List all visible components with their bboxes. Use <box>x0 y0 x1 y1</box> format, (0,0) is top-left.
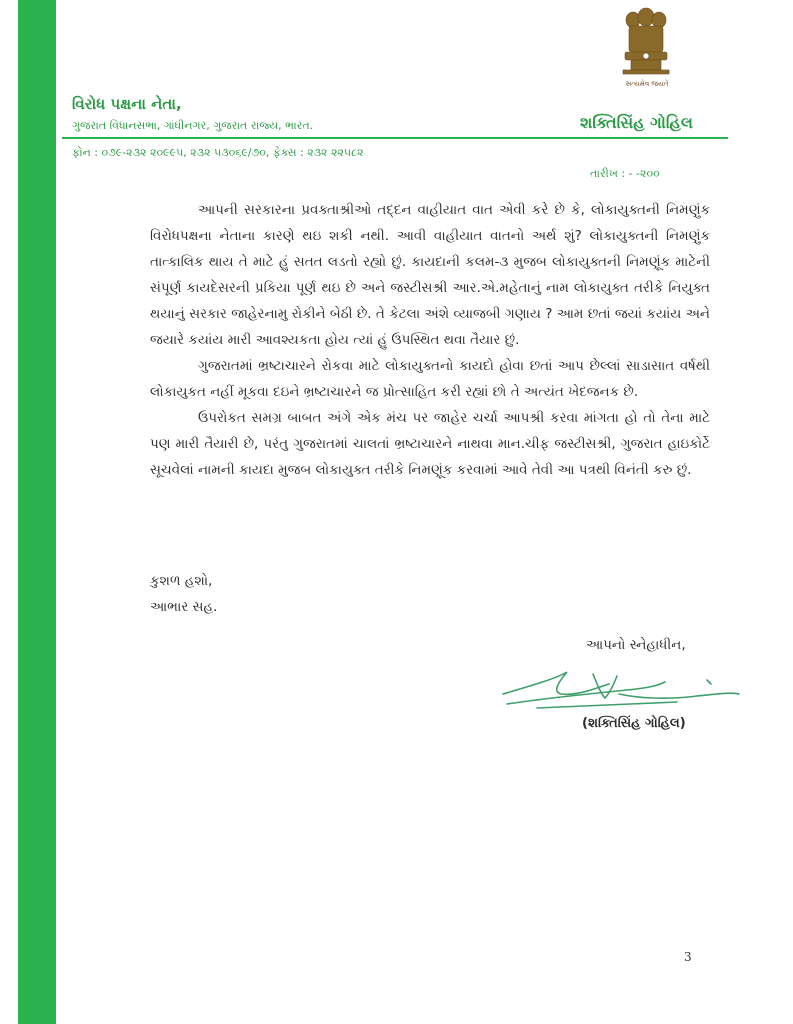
letterhead-phone-fax: ફોન : ૦૭૯-૨૩૨ ૨૦૯૯૫, ૨૩૨ ૫૩૦૬૯/૭૦, ફેક્સ : ૨૩૨ ૨૨૫૮૨ <box>72 146 364 159</box>
body-paragraph-3: ઉપરોકત સમગ્ર બાબત અંગે એક મંચ પર જાહેર ચર્ચા આપશ્રી કરવા માંગતા હો તો તેના માટે પણ મારી તૈયારી છે, પરંતુ ગુજરાતમાં ચાલતાં ભ્રષ્ટાચારને નાથવા માન.ચીફ જસ્ટીસશ્રી, ગુજરાત હાઇકોર્ટે સૂચવેલાં નામની કાયદા મુજબ લોકાયુક્ત તરીકે નિમણૂંક કરવામાં આવે તેવી આ પત્રથી વિનંતી કરુ છું. <box>150 410 710 478</box>
closing-greeting: કુશળ હશો, <box>150 573 213 589</box>
date-field: તારીખ : - -૨૦૦ <box>590 167 660 180</box>
emblem-motto: સત્યમેવ જયતે <box>625 80 669 88</box>
green-side-stripe <box>18 0 56 1024</box>
sign-off: આપનો સ્નેહાધીન, <box>586 637 686 653</box>
letterhead-divider <box>62 137 728 139</box>
closing-block <box>150 568 217 620</box>
body-paragraph-1: આપની સરકારના પ્રવક્તાશ્રીઓ તદ્દન વાહીયાત વાત એવી કરે છે કે, લોકાયુક્તની નિમણુંક વિરોધપક્ષના નેતાના કારણે થઇ શકી નથી. આવી વાહીયાત વાતનો અર્થ શું? લોકાયુક્તની નિમણુંક તાત્કાલિક થાય તે માટે હું સતત લડતો રહ્યો છું. કાયદાની કલમ-૩ મુજબ લોકાયુક્તની નિમણૂંક માટેની સંપૂર્ણ કાયદેસરની પ્રકિયા પૂર્ણ થઇ છે અને જસ્ટીસશ્રી આર.એ.મહેતાનું નામ લોકાયુક્ત તરીકે નિયુક્ત થયાનું સરકાર જાહેરનામુ રોકીને બેઠી છે. તે કેટલા અંશે વ્યાજબી ગણાય ? આમ છતાં જયાં કયાંય અને જયારે કયાંય મારી આવશ્યકતા હોય ત્યાં હું ઉપસ્થિત થવા તૈયાર છું. <box>150 202 710 348</box>
body-paragraph-2: ગુજરાતમાં ભ્રષ્ટાચારને રોકવા માટે લોકાયુક્તનો કાયદો હોવા છતાં આપ છેલ્લાં સાડાસાત વર્ષથી લોકાયુકત નહીં મૂકવા દઇને ભ્રષ્ટાચારને જ પ્રોત્સાહિત કરી રહ્યાં છો તે અત્યંત ખેદજનક છે. <box>150 358 710 400</box>
letter-body <box>150 197 710 483</box>
letterhead-name: શક્તિસિંહ ગોહિલ <box>580 113 693 132</box>
letterhead-address: ગુજરાત વિધાનસભા, ગાંધીનગર, ગુજરાત રાજ્ય, ભારત. <box>72 119 314 132</box>
closing-thanks: આભાર સહ. <box>150 599 218 615</box>
handwritten-signature <box>497 664 747 724</box>
letterhead-title: વિરોધ પક્ષના નેતા, <box>72 95 182 113</box>
signer-name: (શક્તિસિંહ ગોહિલ) <box>582 716 686 731</box>
page-number: 3 <box>684 950 692 964</box>
